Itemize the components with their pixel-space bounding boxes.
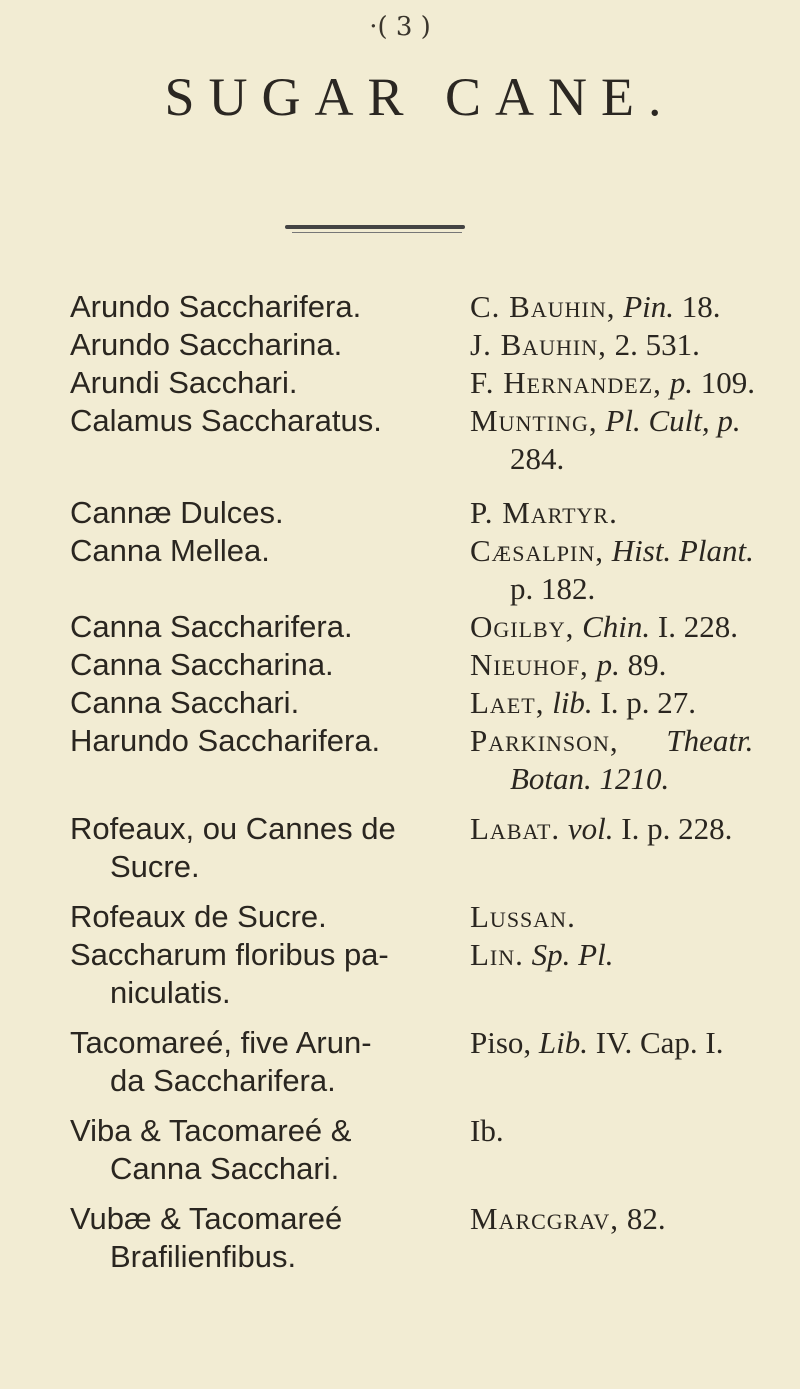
synonym-name: Arundo Saccharifera. xyxy=(70,289,362,324)
synonym-name: Tacomareé, five Arun- xyxy=(70,1025,372,1060)
synonym-reference: Piso, Lib. IV. Cap. I. xyxy=(470,1025,724,1060)
synonym-reference-continued: Botan. 1210. xyxy=(510,761,670,796)
synonym-reference: Lin. Sp. Pl. xyxy=(470,937,614,972)
page-number: ·( 3 ) xyxy=(369,12,431,42)
synonym-reference: Munting, Pl. Cult, p. xyxy=(470,403,741,438)
synonym-reference: Labat. vol. I. p. 228. xyxy=(470,811,733,846)
synonym-name: Arundo Saccharina. xyxy=(70,327,343,362)
synonym-reference: Marcgrav, 82. xyxy=(470,1201,666,1236)
synonym-name-continued: niculatis. xyxy=(110,975,231,1010)
synonym-name: Arundi Sacchari. xyxy=(70,365,298,400)
synonym-name-continued: Brafilienfibus. xyxy=(110,1239,297,1274)
synonym-reference-continued: p. 182. xyxy=(510,571,596,606)
synonym-reference: C. Bauhin, Pin. 18. xyxy=(470,289,721,324)
synonym-name: Canna Mellea. xyxy=(70,533,270,568)
synonym-reference: F. Hernandez, p. 109. xyxy=(470,365,755,400)
synonym-reference: Ogilby, Chin. I. 228. xyxy=(470,609,738,644)
synonym-reference: P. Martyr. xyxy=(470,495,618,530)
synonym-name: Calamus Saccharatus. xyxy=(70,403,382,438)
synonym-name: Vubæ & Tacomareé xyxy=(70,1201,343,1236)
synonym-reference: Nieuhof, p. 89. xyxy=(470,647,667,682)
synonym-name-continued: Sucre. xyxy=(110,849,200,884)
synonym-name: Harundo Saccharifera. xyxy=(70,723,381,758)
synonym-reference: Parkinson, Theatr. xyxy=(470,723,754,758)
page-title: SUGAR CANE. xyxy=(164,67,676,127)
synonym-reference-continued: 284. xyxy=(510,441,565,476)
synonym-name-continued: Canna Sacchari. xyxy=(110,1151,340,1186)
synonym-reference: Ib. xyxy=(470,1113,504,1148)
synonym-name: Canna Sacchari. xyxy=(70,685,300,720)
synonym-reference: Lussan. xyxy=(470,899,576,934)
synonym-name: Canna Saccharifera. xyxy=(70,609,353,644)
synonym-name: Canna Saccharina. xyxy=(70,647,334,682)
synonym-name: Saccharum floribus pa- xyxy=(70,937,389,972)
synonym-name: Viba & Tacomareé & xyxy=(70,1113,352,1148)
synonym-reference: Laet, lib. I. p. 27. xyxy=(470,685,697,720)
synonym-name: Rofeaux de Sucre. xyxy=(70,899,327,934)
synonym-name: Rofeaux, ou Cannes de xyxy=(70,811,396,846)
synonym-name-continued: da Saccharifera. xyxy=(110,1063,336,1098)
synonym-reference: Cæsalpin, Hist. Plant. xyxy=(470,533,754,568)
synonym-name: Cannæ Dulces. xyxy=(70,495,284,530)
synonym-reference: J. Bauhin, 2. 531. xyxy=(470,327,700,362)
